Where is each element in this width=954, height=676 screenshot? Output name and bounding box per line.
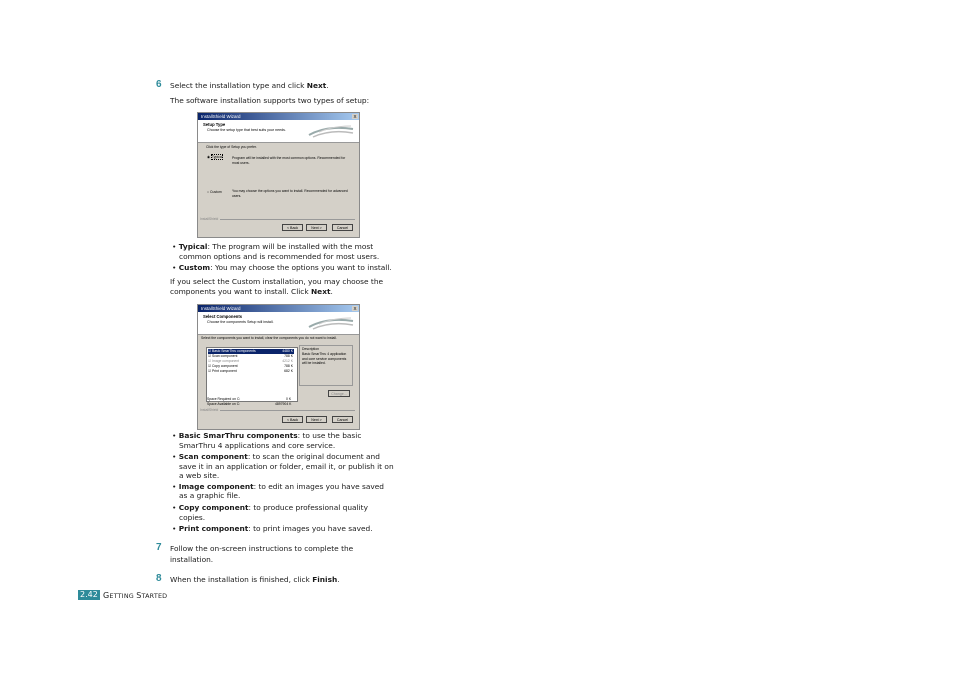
component-row-scan[interactable]: ☑ Scan component 788 K (208, 354, 293, 358)
installshield-brand: InstallShield (200, 408, 219, 412)
close-icon[interactable]: X (353, 114, 357, 119)
section-label: GETTING STARTED (103, 591, 168, 600)
bullet-image-cont: as a graphic file. (179, 491, 241, 500)
bullet-copy: • Copy component: to produce professional quality (172, 503, 368, 513)
step6-intro: The software installation supports two types of setup: (170, 96, 370, 105)
installshield-brand: InstallShield (200, 217, 219, 221)
change-button[interactable]: Change... (328, 390, 350, 397)
dialog-titlebar: InstallShield Wizard X (198, 113, 359, 120)
description-title: Description (302, 347, 319, 351)
dialog-header-subtitle: Choose the setup type that best suits your needs. (207, 128, 286, 132)
description-text: Basic SmarThru 4 application and core service components will be installed. (302, 352, 347, 365)
typical-description: Program will be installed with the most common options. Recommended for most users. (232, 156, 346, 165)
cancel-button[interactable]: Cancel (332, 416, 353, 423)
dialog-header-title: Select Components (203, 314, 243, 319)
bullet-image: • Image component: to edit an images you have saved (172, 482, 384, 492)
space-available-value: 4897904 K (275, 402, 292, 406)
setup-type-dialog (197, 112, 360, 238)
dialog-titlebar: InstallShield Wizard X (198, 305, 359, 312)
bullet-print: • Print component: to print images you have saved. (172, 524, 373, 534)
bullet-scan: • Scan component: to scan the original document and (172, 452, 380, 462)
step7-line1: Follow the on-screen instructions to complete the (170, 544, 354, 553)
component-row-print[interactable]: ☑ Print component 682 K (208, 369, 293, 373)
swoosh-graphic-icon (307, 123, 355, 139)
divider (220, 410, 355, 411)
step-number-7: 7 (156, 542, 162, 553)
bullet-scan-cont1: save it in an application or folder, email it, or publish it on (179, 462, 394, 471)
bullet-scan-cont2: a web site. (179, 471, 220, 480)
bullet-typical-cont: common options and is recommended for most users. (179, 252, 380, 261)
step-number-8: 8 (156, 573, 162, 584)
custom-description: You may choose the options you want to install. Recommended for advanced users. (232, 189, 348, 198)
space-required-label: Space Required on C: (207, 397, 241, 401)
component-row-basic[interactable]: ☑ Basic SmarThru components 4480 K (208, 349, 293, 353)
step-number-6: 6 (156, 79, 162, 90)
bullet-basic-cont: SmarThru 4 applications and core service. (179, 441, 336, 450)
components-list[interactable] (206, 347, 298, 402)
typical-radio[interactable]: ◉ Typical (207, 155, 223, 159)
custom-radio[interactable]: ○ Custom (207, 190, 222, 194)
dialog-header-title: Setup Type (203, 122, 226, 127)
next-button[interactable]: Next > (306, 416, 327, 423)
cancel-button[interactable]: Cancel (332, 224, 353, 231)
select-components-dialog (197, 304, 360, 430)
space-available-label: Space Available on C: (207, 402, 241, 406)
swoosh-graphic-icon (307, 315, 355, 331)
next-button[interactable]: Next > (306, 224, 327, 231)
components-prompt: Select the components you want to install, clear the components you do not want to install. (201, 336, 337, 340)
back-button[interactable]: < Back (282, 416, 303, 423)
space-required-value: 0 K (286, 397, 292, 401)
custom-para-line1: If you select the Custom installation, you may choose the (170, 277, 384, 286)
step8-instruction: When the installation is finished, click Finish. (170, 575, 340, 584)
bullet-copy-cont: copies. (179, 513, 206, 522)
bullet-basic: • Basic SmarThru components: to use the basic (172, 431, 361, 441)
divider (220, 219, 355, 220)
custom-para-line2: components you want to install. Click Next. (170, 287, 333, 296)
dialog-header-subtitle: Choose the components Setup will install. (207, 320, 274, 324)
page-number: 2.42 (80, 590, 98, 599)
step6-instruction: Select the installation type and click Next. (170, 81, 329, 90)
bullet-custom: • Custom: You may choose the options you want to install. (172, 263, 392, 273)
close-icon[interactable]: X (353, 306, 357, 311)
dialog-header (198, 312, 359, 335)
setup-prompt: Click the type of Setup you prefer. (206, 145, 257, 149)
back-button[interactable]: < Back (282, 224, 303, 231)
bullet-typical: • Typical: The program will be installed with the most (172, 242, 373, 252)
component-row-copy[interactable]: ☑ Copy component 788 K (208, 364, 293, 368)
description-group (299, 345, 353, 386)
step7-line2: installation. (170, 555, 214, 564)
dialog-header (198, 120, 359, 143)
component-row-image[interactable]: ☑ Image component 4212 K (208, 359, 293, 363)
